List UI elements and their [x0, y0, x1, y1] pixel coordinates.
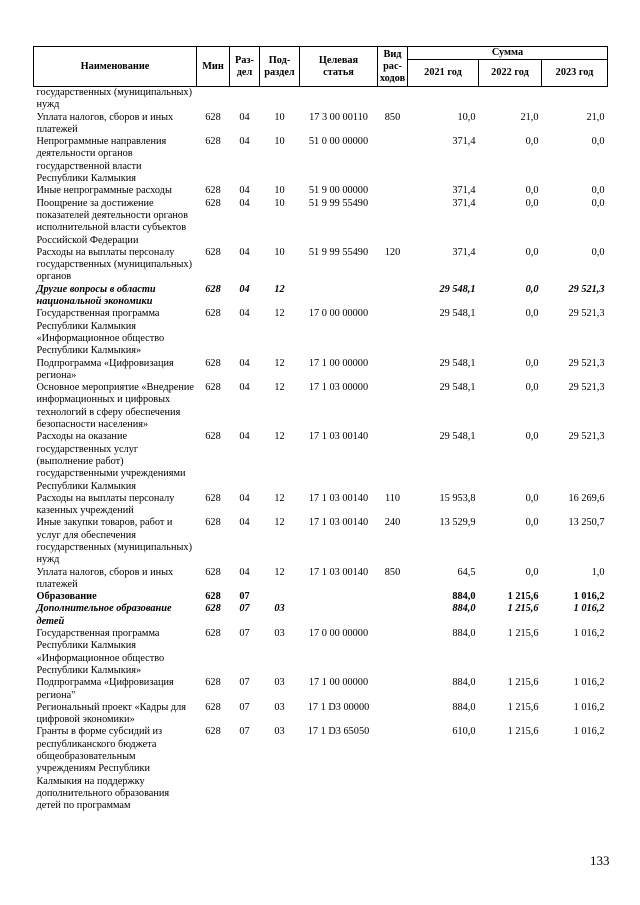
row-sum-2021: 884,0: [452, 701, 476, 713]
row-name: Поощрение за достижение показателей деятельности органов исполнительной власти субъектов Российской Федерации: [36, 197, 188, 246]
table-row: [34, 87, 608, 112]
row-razdel: 07: [239, 677, 250, 689]
row-podrazdel: [260, 87, 300, 112]
row-sum-2022: 0,0: [525, 357, 539, 369]
row-min: 628: [205, 308, 221, 320]
row-min: 628: [205, 185, 221, 197]
row-celevaya-statya: 51 9 00 00000: [308, 185, 369, 197]
row-sum-2023: 0,0: [591, 136, 605, 148]
row-min: 628: [205, 283, 221, 295]
row-vid-rashodov: [378, 185, 408, 197]
row-sum-2023: 21,0: [586, 111, 605, 123]
row-podrazdel: 10: [274, 246, 285, 258]
row-sum-2023: 13 250,7: [568, 517, 605, 529]
row-celevaya-statya: 51 9 99 55490: [308, 197, 369, 209]
row-name: Расходы на выплаты персоналу казенных учреждений: [36, 492, 175, 517]
row-razdel: 04: [239, 566, 250, 578]
row-celevaya-statya: 17 1 03 00140: [308, 431, 369, 443]
table-row: [34, 726, 608, 812]
table-row: [34, 702, 608, 727]
row-sum-2022: 0,0: [525, 185, 539, 197]
row-podrazdel: 03: [274, 628, 285, 640]
header-summa: Сумма: [408, 47, 608, 60]
row-sum-2021: 371,4: [452, 185, 476, 197]
row-razdel: 07: [239, 726, 250, 738]
page-number: 133: [590, 853, 610, 868]
row-podrazdel: 10: [274, 111, 285, 123]
row-podrazdel: 03: [274, 603, 285, 615]
table-row: [34, 284, 608, 309]
row-name: Подпрограмма «Цифровизация региона": [36, 677, 174, 701]
row-min: 628: [205, 246, 221, 258]
row-sum-2023: 1 016,2: [573, 701, 605, 713]
row-razdel: 04: [239, 197, 250, 209]
table-row: [34, 517, 608, 566]
row-vid-rashodov: 850: [384, 566, 401, 578]
row-razdel: 04: [239, 185, 250, 197]
row-razdel: 04: [239, 136, 250, 148]
row-razdel: 04: [239, 111, 250, 123]
row-sum-2022: 0,0: [525, 517, 539, 529]
row-sum-2023: 29 521,3: [568, 308, 605, 320]
row-vid-rashodov: 120: [384, 246, 401, 258]
row-sum-2023: 16 269,6: [568, 492, 605, 504]
row-name: государственных (муниципальных) нужд: [36, 87, 193, 111]
row-vid-rashodov: [378, 591, 408, 603]
row-razdel: 04: [239, 357, 250, 369]
row-razdel: [230, 87, 260, 112]
row-sum-2022: 1 215,6: [507, 701, 539, 713]
row-name: Уплата налогов, сборов и иных платежей: [36, 566, 174, 590]
row-sum-2021: 610,0: [452, 726, 476, 738]
row-min: 628: [205, 136, 221, 148]
row-sum-2023: 1,0: [591, 566, 605, 578]
row-podrazdel: 12: [274, 431, 285, 443]
row-min: 628: [205, 677, 221, 689]
row-vid-rashodov: [378, 677, 408, 702]
row-podrazdel: 03: [274, 726, 285, 738]
row-podrazdel: 12: [274, 357, 285, 369]
row-sum-2023: 29 521,3: [568, 382, 605, 394]
row-podrazdel: 10: [274, 185, 285, 197]
row-sum-2022: 21,0: [520, 111, 539, 123]
row-podrazdel: 12: [274, 566, 285, 578]
row-sum-2021: 884,0: [452, 603, 476, 615]
row-vid-rashodov: [378, 382, 408, 431]
row-sum-2021: 29 548,1: [439, 431, 476, 443]
row-podrazdel: 12: [274, 382, 285, 394]
row-vid-rashodov: 110: [384, 492, 401, 504]
row-sum-2022: 0,0: [525, 431, 539, 443]
row-vid-rashodov: [378, 284, 408, 309]
row-sum-2021: 15 953,8: [439, 492, 476, 504]
row-sum-2021: 371,4: [452, 136, 476, 148]
table-row: [34, 198, 608, 247]
row-name: Непрограммные направления деятельности органов государственной власти Республики Калмыкия: [36, 136, 167, 185]
row-podrazdel: 12: [274, 492, 285, 504]
row-vid-rashodov: [378, 87, 408, 112]
row-sum-2022: 0,0: [525, 136, 539, 148]
row-sum-2021: 29 548,1: [439, 382, 476, 394]
table-body: [34, 87, 608, 813]
row-min: 628: [205, 726, 221, 738]
row-sum-2023: 0,0: [591, 197, 605, 209]
row-min: 628: [205, 701, 221, 713]
row-sum-2023: 1 016,2: [573, 591, 605, 603]
header-name: Наименование: [34, 47, 197, 87]
row-podrazdel: 12: [274, 308, 285, 320]
row-sum-2023: 0,0: [591, 185, 605, 197]
row-sum-2022: 0,0: [525, 246, 539, 258]
row-razdel: 04: [239, 517, 250, 529]
row-min: 628: [205, 603, 221, 615]
table-row: [34, 308, 608, 357]
row-celevaya-statya: 17 3 00 00110: [309, 111, 368, 123]
row-sum-2022: [479, 87, 542, 112]
row-vid-rashodov: [378, 702, 408, 727]
row-min: 628: [205, 591, 221, 603]
row-sum-2022: 0,0: [525, 308, 539, 320]
row-vid-rashodov: [378, 726, 408, 812]
row-podrazdel: 12: [274, 283, 285, 295]
table-row: [34, 247, 608, 284]
row-sum-2022: 0,0: [525, 566, 539, 578]
row-min: 628: [205, 111, 221, 123]
row-sum-2021: 29 548,1: [439, 357, 476, 369]
row-sum-2023: 1 016,2: [573, 677, 605, 689]
row-celevaya-statya: 17 0 00 00000: [308, 628, 369, 640]
table-row: [34, 136, 608, 185]
row-min: 628: [205, 357, 221, 369]
row-sum-2022: 1 215,6: [507, 677, 539, 689]
row-min: 628: [205, 628, 221, 640]
row-sum-2022: 0,0: [525, 197, 539, 209]
row-sum-2023: 1 016,2: [573, 628, 605, 640]
row-razdel: 04: [239, 308, 250, 320]
row-name: Подпрограмма «Цифровизация региона»: [36, 357, 174, 381]
table-row: [34, 431, 608, 492]
header-year-2022: 2022 год: [479, 60, 542, 87]
table-row: [34, 677, 608, 702]
table-row: [34, 628, 608, 677]
row-sum-2022: 0,0: [525, 382, 539, 394]
row-min: 628: [205, 431, 221, 443]
row-sum-2021: 29 548,1: [439, 308, 476, 320]
row-sum-2021: 884,0: [452, 677, 476, 689]
row-celevaya-statya: [300, 603, 378, 628]
row-sum-2023: 29 521,3: [568, 357, 605, 369]
row-sum-2021: 371,4: [452, 197, 476, 209]
row-vid-rashodov: 850: [384, 111, 401, 123]
table-row: [34, 493, 608, 518]
row-sum-2022: 1 215,6: [507, 591, 539, 603]
row-sum-2021: 64,5: [457, 566, 476, 578]
row-celevaya-statya: 17 1 00 00000: [308, 677, 369, 689]
row-sum-2022: 1 215,6: [507, 603, 539, 615]
row-sum-2021: 29 548,1: [439, 283, 476, 295]
row-podrazdel: 10: [274, 136, 285, 148]
row-podrazdel: [260, 591, 300, 603]
row-razdel: 07: [239, 701, 250, 713]
row-name: Государственная программа Республики Калмыкия «Информационное общество Республики Калмыкия»: [36, 628, 165, 676]
header-razdel: Раз- дел: [230, 47, 260, 87]
header-celevaya-statya: Целевая статья: [300, 47, 378, 87]
row-name: Иные непрограммные расходы: [36, 185, 172, 197]
row-sum-2022: 0,0: [525, 283, 539, 295]
row-razdel: 04: [239, 431, 250, 443]
row-celevaya-statya: [300, 591, 378, 603]
row-celevaya-statya: 17 1 D3 00000: [307, 701, 370, 713]
table-row: [34, 112, 608, 137]
row-vid-rashodov: [378, 358, 408, 383]
row-sum-2022: 0,0: [525, 492, 539, 504]
row-podrazdel: 10: [274, 197, 285, 209]
row-vid-rashodov: 240: [384, 517, 401, 529]
row-razdel: 07: [239, 591, 250, 603]
row-sum-2021: 884,0: [452, 591, 476, 603]
table-row: [34, 382, 608, 431]
row-sum-2023: 0,0: [591, 246, 605, 258]
row-min: 628: [205, 492, 221, 504]
row-sum-2021: 884,0: [452, 628, 476, 640]
row-name: Расходы на оказание государственных услуг (выполнение работ) государственными учреждениями Республики Калмыкия: [36, 431, 186, 492]
table-row: [34, 185, 608, 197]
row-razdel: 04: [239, 382, 250, 394]
row-name: Иные закупки товаров, работ и услуг для обеспечения государственных (муниципальных) нужд: [36, 517, 193, 566]
header-min: Мин: [197, 47, 230, 87]
row-celevaya-statya: 51 9 99 55490: [308, 246, 369, 258]
row-name: Региональный проект «Кадры для цифровой экономики»: [36, 701, 186, 726]
row-name: Гранты в форме субсидий из республиканского бюджета общеобразовательным учреждениям Республики Калмыкия на поддержку дополнительного образования детей по программам: [36, 726, 170, 812]
row-celevaya-statya: 17 1 03 00140: [308, 566, 369, 578]
row-name: Другие вопросы в области национальной экономики: [36, 283, 156, 308]
table-row: [34, 567, 608, 592]
row-razdel: 07: [239, 628, 250, 640]
row-celevaya-statya: [300, 284, 378, 309]
row-razdel: 07: [239, 603, 250, 615]
row-podrazdel: 12: [274, 517, 285, 529]
row-vid-rashodov: [378, 136, 408, 185]
header-podrazdel: Под- раздел: [260, 47, 300, 87]
row-min: 628: [205, 566, 221, 578]
row-razdel: 04: [239, 246, 250, 258]
row-celevaya-statya: 17 1 03 00140: [308, 492, 369, 504]
row-sum-2021: 10,0: [457, 111, 476, 123]
row-sum-2023: 29 521,3: [568, 283, 605, 295]
row-sum-2021: [408, 87, 479, 112]
row-sum-2022: 1 215,6: [507, 726, 539, 738]
row-vid-rashodov: [378, 308, 408, 357]
row-podrazdel: 03: [274, 677, 285, 689]
row-sum-2023: 1 016,2: [573, 726, 605, 738]
row-min: [197, 87, 230, 112]
row-celevaya-statya: 17 1 D3 65050: [307, 726, 370, 738]
row-min: 628: [205, 517, 221, 529]
row-celevaya-statya: 51 0 00 00000: [308, 136, 369, 148]
row-vid-rashodov: [378, 603, 408, 628]
row-name: Уплата налогов, сборов и иных платежей: [36, 111, 174, 135]
row-sum-2022: 1 215,6: [507, 628, 539, 640]
row-min: 628: [205, 197, 221, 209]
header-year-2021: 2021 год: [408, 60, 479, 87]
row-sum-2021: 371,4: [452, 246, 476, 258]
row-name: Государственная программа Республики Калмыкия «Информационное общество Республики Калмыкия»: [36, 308, 165, 357]
row-sum-2021: 13 529,9: [439, 517, 476, 529]
row-sum-2023: [542, 87, 608, 112]
row-celevaya-statya: 17 0 00 00000: [308, 308, 369, 320]
row-min: 628: [205, 382, 221, 394]
table-row: [34, 591, 608, 603]
row-vid-rashodov: [378, 628, 408, 677]
header-year-2023: 2023 год: [542, 60, 608, 87]
row-celevaya-statya: 17 1 00 00000: [308, 357, 369, 369]
row-podrazdel: 03: [274, 701, 285, 713]
row-celevaya-statya: 17 1 03 00140: [308, 517, 369, 529]
row-name: Дополнительное образование детей: [36, 603, 172, 627]
row-celevaya-statya: [300, 87, 378, 112]
row-razdel: 04: [239, 283, 250, 295]
row-name: Образование: [36, 591, 97, 603]
table-row: [34, 603, 608, 628]
row-sum-2023: 29 521,3: [568, 431, 605, 443]
header-vid-rashodov: Вид рас- ходов: [378, 47, 408, 87]
row-vid-rashodov: [378, 198, 408, 247]
row-sum-2023: 1 016,2: [573, 603, 605, 615]
budget-table: [33, 46, 608, 813]
table-row: [34, 358, 608, 383]
row-name: Основное мероприятие «Внедрение информационных и цифровых технологий в сферу обеспечения безопасности населения»: [36, 382, 194, 431]
row-vid-rashodov: [378, 431, 408, 492]
row-name: Расходы на выплаты персоналу государственных (муниципальных) органов: [36, 246, 193, 283]
row-razdel: 04: [239, 492, 250, 504]
row-celevaya-statya: 17 1 03 00000: [308, 382, 369, 394]
